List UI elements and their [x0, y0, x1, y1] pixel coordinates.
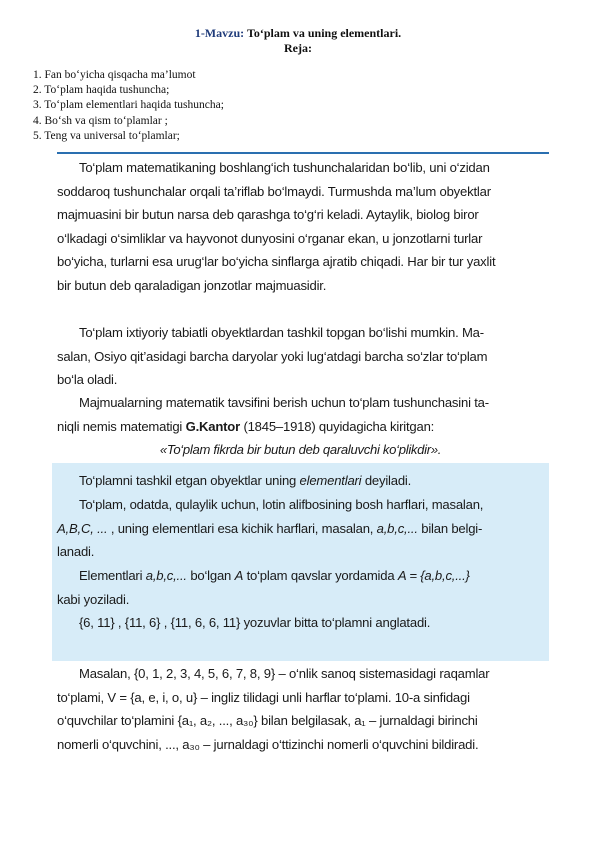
text-line: To‘plam matematikaning boshlang‘ich tushunchalaridan bo‘lib, uni o‘zidan — [79, 160, 490, 175]
text-line: To‘plam ixtiyoriy tabiatli obyektlardan tashkil topgan bo‘lishi mumkin. Ma- — [79, 325, 484, 340]
text-line: Majmualarning matematik tavsifini berish uchun to‘plam tushunchasini ta- — [79, 395, 489, 410]
plan-heading: Reja: — [284, 41, 312, 55]
document-header — [0, 26, 596, 56]
text-line: o‘lkadagi o‘simliklar va hayvonot dunyosini o‘rganar ekan, u jonzotlarni turlar — [57, 230, 483, 246]
plan-item: 4. Bo‘sh va qism to‘plamlar ; — [33, 114, 168, 127]
text-fragment: deyiladi. — [361, 473, 412, 488]
text-line: o‘quvchilar to‘plamini {a₁, a₂, ..., a₃₀} bilan belgilasak, a₁ – jurnaldagi birinchi — [57, 713, 478, 728]
text-line: (1845–1918) quyidagicha kiritgan: — [240, 418, 435, 434]
text-line: bo‘la oladi. — [57, 372, 118, 387]
text-line: lanadi. — [57, 544, 95, 559]
plan-item: 1. Fan bo‘yicha qisqacha ma’lumot — [33, 69, 196, 81]
math-smalls: a,b,c,... — [376, 520, 418, 536]
text-line: salan, Osiyo qit’asidagi barcha daryolar yoki lug‘atdagi barcha so‘zlar to‘plam — [57, 348, 488, 364]
paragraph-set-definition — [57, 156, 549, 297]
term-elements: elementlari — [299, 473, 362, 488]
text-line: {6, 11} , {11, 6} , {11, 6, 6, 11} yozuvlar bitta to‘plamni anglatadi. — [79, 615, 431, 630]
kantor-quote: «To‘plam fikrda bir butun deb qaraluvchi ko‘plikdir». — [159, 442, 442, 457]
paragraph-kantor — [57, 391, 549, 438]
paragraph-examples — [57, 662, 549, 756]
text-fragment: To‘plamni tashkil etgan obyektlar uning — [79, 473, 300, 488]
plan-item: 3. To‘plam elementlari haqida tushuncha; — [33, 99, 224, 112]
topic-title: To‘plam va uning elementlari. — [246, 26, 402, 40]
math-set-expression: A = {a,b,c,...} — [397, 568, 470, 583]
definition-braces — [57, 564, 549, 611]
text-line: bo‘yicha, turlarni esa urug‘lar bo‘yicha sinflarga ajratib chiqadi. Har bir tur yaxlit — [57, 254, 496, 269]
math-capitals: A,B,C, ... — [57, 520, 108, 536]
text-line: Masalan, {0, 1, 2, 3, 4, 5, 6, 7, 8, 9} – o‘nlik sanoq sistemasidagi raqamlar — [79, 666, 490, 681]
topic-prefix: 1-Mavzu: — [194, 26, 245, 40]
text-line: kabi yoziladi. — [57, 591, 130, 607]
text-line: soddaroq tushunchalar orqali ta’riflab bo‘lmaydi. Turmushda ma’lum obyektlar — [57, 183, 491, 199]
text-line: to‘plami, V = {a, e, i, o, u} – ingliz tilidagi unli harflar to‘plami. 10-a sinfidagi — [57, 689, 470, 705]
definition-notation — [57, 493, 549, 564]
text-fragment: , uning elementlari esa kichik harflari, masalan, — [107, 520, 377, 536]
text-line: niqli nemis matematigi — [57, 418, 186, 434]
text-line: majmuasini bir butun narsa deb qarashga to‘g‘ri keladi. Aytaylik, biolog biror — [57, 207, 479, 222]
definition-equal-sets — [57, 611, 549, 635]
textbook-scan — [52, 152, 549, 780]
text-fragment: bo‘lgan — [186, 568, 235, 583]
definition-box — [52, 463, 549, 661]
plan-list — [33, 68, 224, 144]
plan-item: 2. To‘plam haqida tushuncha; — [33, 84, 170, 97]
math-smalls: a,b,c,... — [145, 568, 187, 583]
text-line: bir butun deb qaraladigan jonzotlar majmuasidir. — [57, 277, 327, 293]
kantor-name: G.Kantor — [185, 418, 240, 434]
paragraph-set-examples — [57, 321, 549, 392]
text-fragment: Elementlari — [79, 568, 146, 583]
text-fragment: to‘plam qavslar yordamida — [243, 568, 398, 583]
text-fragment: bilan belgi- — [417, 520, 483, 536]
math-set-a: A — [234, 568, 244, 583]
definition-elements — [57, 469, 549, 493]
plan-item: 5. Teng va universal to‘plamlar; — [33, 129, 180, 142]
text-line: To‘plam, odatda, qulaylik uchun, lotin alifbosining bosh harflari, masalan, — [79, 497, 484, 512]
text-line: nomerli o‘quvchini, ..., a₃₀ – jurnaldagi o‘ttizinchi nomerli o‘quvchini bildiradi. — [57, 736, 479, 752]
scan-top-rule — [57, 152, 549, 154]
